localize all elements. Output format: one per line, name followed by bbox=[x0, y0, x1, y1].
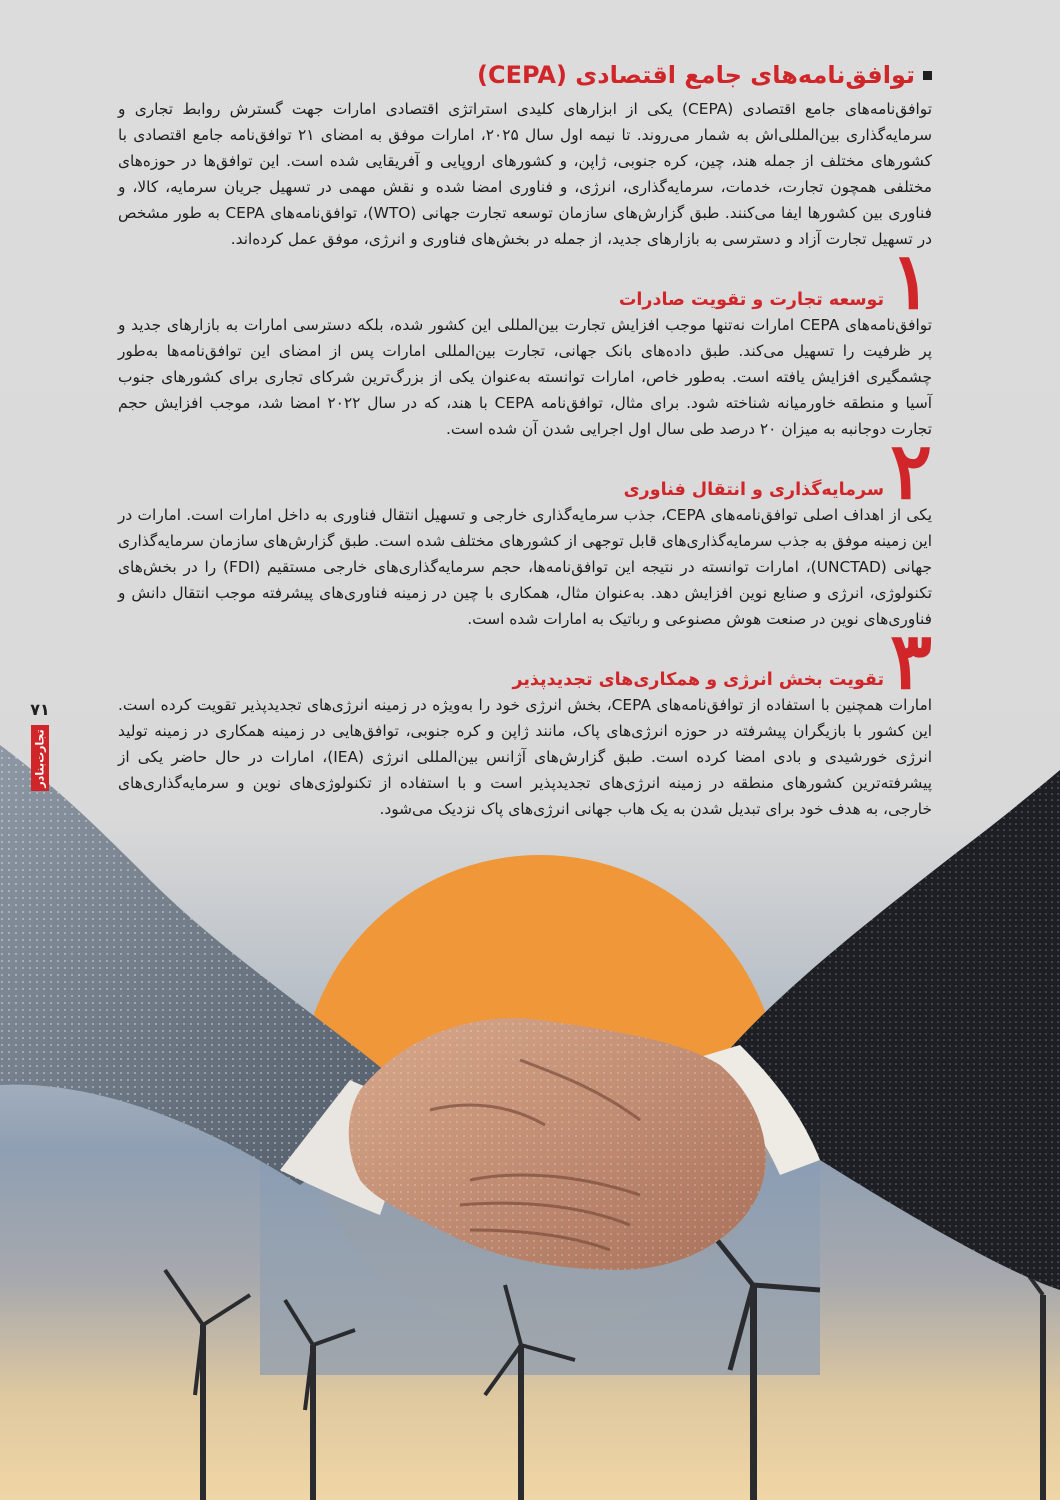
section-number: ۲ bbox=[890, 426, 932, 517]
section-heading bbox=[118, 616, 932, 707]
section-body: امارات همچنین با استفاده از توافق‌نامه‌های CEPA، بخش انرژی خود را به‌ویژه در زمینه انرژی‌های تجدیدپذیر تقویت کرده است. این کشور با بازیگران پیشرفته در حوزه انرژی‌های پاک، مانند ژاپن و کره جنوبی، توافق‌هایی در زمینه همکاری در زمینه تولید انرژی خورشیدی و بادی امضا کرده است. طبق گزارش‌های آژانس بین‌المللی انرژی (IEA)، امارات در حال حاضر یکی از پیشرفته‌ترین کشورهای منطقه در زمینه انرژی‌های تجدیدپذیر است و با استفاده از تکنولوژی‌های نوین و سرمایه‌گذاری‌های خارجی، به هدف خود برای تبدیل شدن به یک هاب جهانی انرژی‌های پاک نزدیک می‌شود. bbox=[118, 696, 932, 818]
page-folio bbox=[26, 700, 54, 810]
article bbox=[118, 58, 932, 822]
page-number: ۷۱ bbox=[30, 700, 50, 719]
section-number: ۱ bbox=[890, 236, 932, 327]
section-3 bbox=[118, 616, 932, 822]
section-number: ۳ bbox=[890, 616, 932, 707]
section-title: توسعه تجارت و تقویت صادرات bbox=[618, 290, 885, 310]
section-heading bbox=[118, 426, 932, 517]
section-title: تقویت بخش انرژی و همکاری‌های تجدیدپذیر bbox=[512, 670, 885, 690]
section-body: یکی از اهداف اصلی توافق‌نامه‌های CEPA، جذب سرمایه‌گذاری خارجی و تسهیل انتقال فناوری به داخل امارات است. امارات در این زمینه موفق به جذب سرمایه‌گذاری‌های قابل توجهی از کشورهای مختلف شده است. طبق گزارش‌های سازمان سرمایه‌گذاری جهانی (UNCTAD)، امارات توانسته در نتیجه این توافق‌نامه‌ها، حجم سرمایه‌گذاری‌های خارجی مستقیم (FDI) را در بخش‌های تکنولوژی، انرژی و صنایع نوین افزایش دهد. به‌عنوان مثال، همکاری با چین در زمینه فناوری‌های پیشرفته موجب انتقال دانش و فناوری‌های نوین در صنعت هوش مصنوعی و رباتیک به امارات شده است. bbox=[118, 506, 932, 628]
section-2 bbox=[118, 426, 932, 632]
article-title-row bbox=[118, 58, 932, 92]
brand-logo-text: تجارت‌بنادر bbox=[33, 728, 47, 788]
section-body: توافق‌نامه‌های CEPA امارات نه‌تنها موجب افزایش تجارت بین‌المللی این کشور شده، بلکه دسترسی امارات به بازارهای جدید و پر ظرفیت را تسهیل می‌کند. طبق داده‌های بانک جهانی، تجارت بین‌المللی امارات پس از امضای این توافق‌نامه‌ها به‌طور چشمگیری افزایش یافته است. به‌طور خاص، امارات توانسته به‌عنوان یکی از بزرگ‌ترین شرکای تجاری برای کشورهای جنوب آسیا و منطقه خاورمیانه شناخته شود. برای مثال، توافق‌نامه CEPA با هند، که در سال ۲۰۲۲ امضا شد، موجب افزایش حجم تجارت دوجانبه به میزان ۲۰ درصد طی سال اول اجرایی شدن آن شده است. bbox=[118, 316, 933, 438]
section-heading bbox=[118, 236, 932, 327]
section-1 bbox=[118, 236, 933, 442]
intro-paragraph: توافق‌نامه‌های جامع اقتصادی (CEPA) یکی از ابزارهای کلیدی استراتژی اقتصادی امارات جهت گسترش روابط تجاری و سرمایه‌گذاری بین‌المللی‌اش به شمار می‌روند. تا نیمه اول سال ۲۰۲۵، امارات موفق به امضای ۲۱ توافق‌نامه جامع اقتصادی با کشورهای مختلف از جمله هند، چین، کره جنوبی، ژاپن، و کشورهای اروپایی و آفریقایی شده است. این توافق‌ها در حوزه‌های مختلفی همچون تجارت، خدمات، سرمایه‌گذاری، انرژی، و فناوری امضا شده و نقش مهمی در تسهیل جریان سرمایه، کالا، و فناوری بین کشورها ایفا می‌کنند. طبق گزارش‌های سازمان توسعه تجارت جهانی (WTO)، توافق‌نامه‌های CEPA به طور مشخص در تسهیل تجارت آزاد و دسترسی به بازارهای جدید، از جمله در بخش‌های فناوری و انرژی، موفق عمل کرده‌اند. bbox=[118, 100, 933, 248]
section-title: سرمایه‌گذاری و انتقال فناوری bbox=[623, 480, 885, 500]
bullet-square-icon bbox=[923, 71, 932, 80]
brand-tab bbox=[31, 725, 49, 791]
article-title: توافق‌نامه‌های جامع اقتصادی (CEPA) bbox=[477, 61, 915, 89]
